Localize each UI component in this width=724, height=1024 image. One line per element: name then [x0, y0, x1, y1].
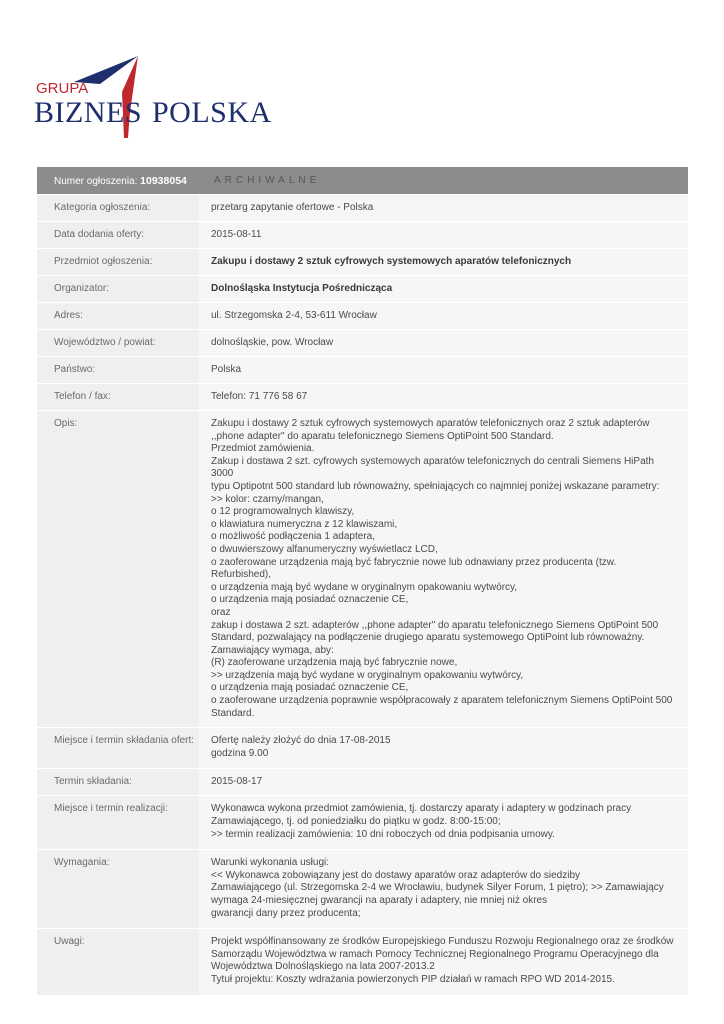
archive-status: ARCHIWALNE — [214, 175, 321, 186]
row-value: 2015-08-17 — [199, 769, 688, 795]
row-value — [199, 728, 688, 768]
text-line: Ofertę należy złożyć do dnia 17-08-2015 — [211, 735, 391, 747]
row-label: Uwagi: — [37, 929, 199, 994]
row-category — [37, 194, 688, 221]
text-line: o urządzenia mają posiadać oznaczenie CE, — [211, 682, 409, 694]
text-line: Samorządu Województwa w ramach Pomocy Technicznej Regionalnego Programu Operacyjnego dla — [211, 948, 659, 960]
row-value: Polska — [199, 357, 688, 383]
row-region — [37, 329, 688, 356]
text-line: Wykonawca wykona przedmiot zamówienia, tj. dostarczy aparaty i adaptery w godzinach pracy — [211, 803, 632, 815]
description-text — [211, 418, 678, 720]
logo-polska-text: POLSKA — [152, 96, 272, 129]
row-label: Organizator: — [37, 276, 199, 302]
text-line: >> termin realizacji zamówienia: 10 dni roboczych od dnia podpisania umowy. — [211, 828, 555, 840]
logo-grupa-text: GRUPA — [36, 80, 89, 97]
listing-number-label: Numer ogłoszenia: — [54, 175, 138, 187]
row-label: Termin składania: — [37, 769, 199, 795]
row-label: Wymagania: — [37, 850, 199, 928]
text-line: wymaga 24-miesięcznej gwarancji na aparaty i adaptery, nie mniej niż okres — [211, 895, 548, 906]
row-submission-date — [37, 768, 688, 795]
text-line: Przedmiot zamówienia. — [211, 443, 315, 455]
company-logo — [34, 52, 272, 144]
row-value — [199, 411, 688, 727]
row-label: Kategoria ogłoszenia: — [37, 195, 199, 221]
row-label: Miejsce i termin składania ofert: — [37, 728, 199, 768]
row-value — [199, 796, 688, 849]
row-offer-deadline-place — [37, 727, 688, 768]
text-line: ,,phone adapter" do aparatu telefonicznego Siemens OptiPoint 500 Standard. — [211, 430, 554, 442]
row-realization — [37, 795, 688, 849]
row-label: Województwo / powiat: — [37, 330, 199, 356]
text-line: zakup i dostawa 2 szt. adapterów ,,phone adapter" do aparatu telefonicznego Siemens OptiPoint 500 — [211, 619, 659, 631]
text-line: Województwa Dolnośląskiego na lata 2007-2013.2 — [211, 961, 435, 973]
row-label: Miejsce i termin realizacji: — [37, 796, 199, 849]
row-label: Data dodania oferty: — [37, 222, 199, 248]
row-value — [199, 850, 688, 928]
listing-number-value: 10938054 — [140, 174, 187, 187]
text-line: o zaoferowane urządzenia poprawnie współpracowały z aparatem telefonicznym Siemens OptiPoint 500 — [211, 695, 673, 707]
text-line: Zamawiającego, tj. od poniedziałku do piątku w godz. 8:00-15:00; — [211, 816, 501, 828]
text-line: godzina 9.00 — [211, 747, 269, 759]
listing-number — [37, 175, 199, 187]
row-description — [37, 410, 688, 727]
text-line: Zakup i dostawa 2 szt. cyfrowych systemowych aparatów telefonicznych do centrali Siemens HiPath 3000 — [211, 455, 654, 480]
row-label: Państwo: — [37, 357, 199, 383]
text-line: oraz — [211, 606, 231, 618]
row-label: Adres: — [37, 303, 199, 329]
listing-header — [37, 167, 688, 194]
text-line: Zakupu i dostawy 2 sztuk cyfrowych systemowych aparatów telefonicznych oraz 2 sztuk adapterów — [211, 418, 650, 429]
row-remarks — [37, 928, 688, 994]
text-line: o urządzenia mają posiadać oznaczenie CE, — [211, 594, 409, 606]
text-line: gwarancji dany przez producenta; — [211, 907, 361, 919]
text-line: o klawiatura numeryczna z 12 klawiszami, — [211, 518, 398, 530]
row-value: przetarg zapytanie ofertowe - Polska — [199, 195, 688, 221]
row-value: Telefon: 71 776 58 67 — [199, 384, 688, 410]
text-line: Zamawiający wymaga, aby: — [211, 644, 334, 656]
row-subject — [37, 248, 688, 275]
text-line: >> kolor: czarny/mangan, — [211, 493, 324, 505]
text-line: o zaoferowane urządzenia mają być fabrycznie nowe lub odnawiany przez producenta (tzw. Refurbished), — [211, 556, 617, 581]
text-line: Standard. — [211, 707, 255, 719]
row-label: Telefon / fax: — [37, 384, 199, 410]
text-line: << Wykonawca zobowiązany jest do dostawy aparatów oraz adapterów do siedziby — [211, 869, 581, 881]
row-label: Opis: — [37, 411, 199, 727]
text-line: o dwuwierszowy alfanumeryczny wyświetlacz LCD, — [211, 543, 438, 555]
listing-table — [37, 167, 688, 995]
text-line: o możliwość podłączenia 1 adaptera, — [211, 531, 375, 543]
row-value: 2015-08-11 — [199, 222, 688, 248]
logo-biznes-text: BIZNES — [34, 96, 142, 129]
row-value: Zakupu i dostawy 2 sztuk cyfrowych systemowych aparatów telefonicznych — [199, 249, 688, 275]
text-line: o 12 programowalnych klawiszy, — [211, 506, 355, 518]
text-line: typu Optipotnt 500 standard lub równoważny, spełniających co najmniej poniżej wskazane parametry: — [211, 480, 660, 492]
row-organizer — [37, 275, 688, 302]
text-line: (R) zaoferowane urządzenia mają być fabrycznie nowe, — [211, 657, 458, 669]
logo-brand-text — [34, 96, 272, 130]
row-label: Przedmiot ogłoszenia: — [37, 249, 199, 275]
text-line: Standard, pozwalający na podłączenie drugiego aparatu systemowego OptiPoint lub równoważny. — [211, 632, 645, 644]
row-address — [37, 302, 688, 329]
row-country — [37, 356, 688, 383]
text-line: Tytuł projektu: Koszty wdrażania powierzonych PIP działań w ramach RPO WD 2014-2015. — [211, 973, 615, 985]
text-line: o urządzenia mają być wydane w oryginalnym opakowaniu wytwórcy, — [211, 581, 518, 593]
text-line: Zamawiającego (ul. Strzegomska 2-4 we Wrocławiu, budynek Silyer Forum, 1 piętro); >> Zamawiający — [211, 882, 664, 894]
row-date-added — [37, 221, 688, 248]
row-value: Dolnośląska Instytucja Pośrednicząca — [199, 276, 688, 302]
row-value: ul. Strzegomska 2-4, 53-611 Wrocław — [199, 303, 688, 329]
row-value — [199, 929, 688, 994]
row-requirements — [37, 849, 688, 928]
row-phone — [37, 383, 688, 410]
text-line: Warunki wykonania usługi: — [211, 857, 330, 869]
row-value: dolnośląskie, pow. Wrocław — [199, 330, 688, 356]
text-line: >> urządzenia mają być wydane w oryginalnym opakowaniu wytwórcy, — [211, 669, 524, 681]
text-line: Projekt współfinansowany ze środków Europejskiego Funduszu Rozwoju Regionalnego oraz ze środków — [211, 936, 674, 948]
